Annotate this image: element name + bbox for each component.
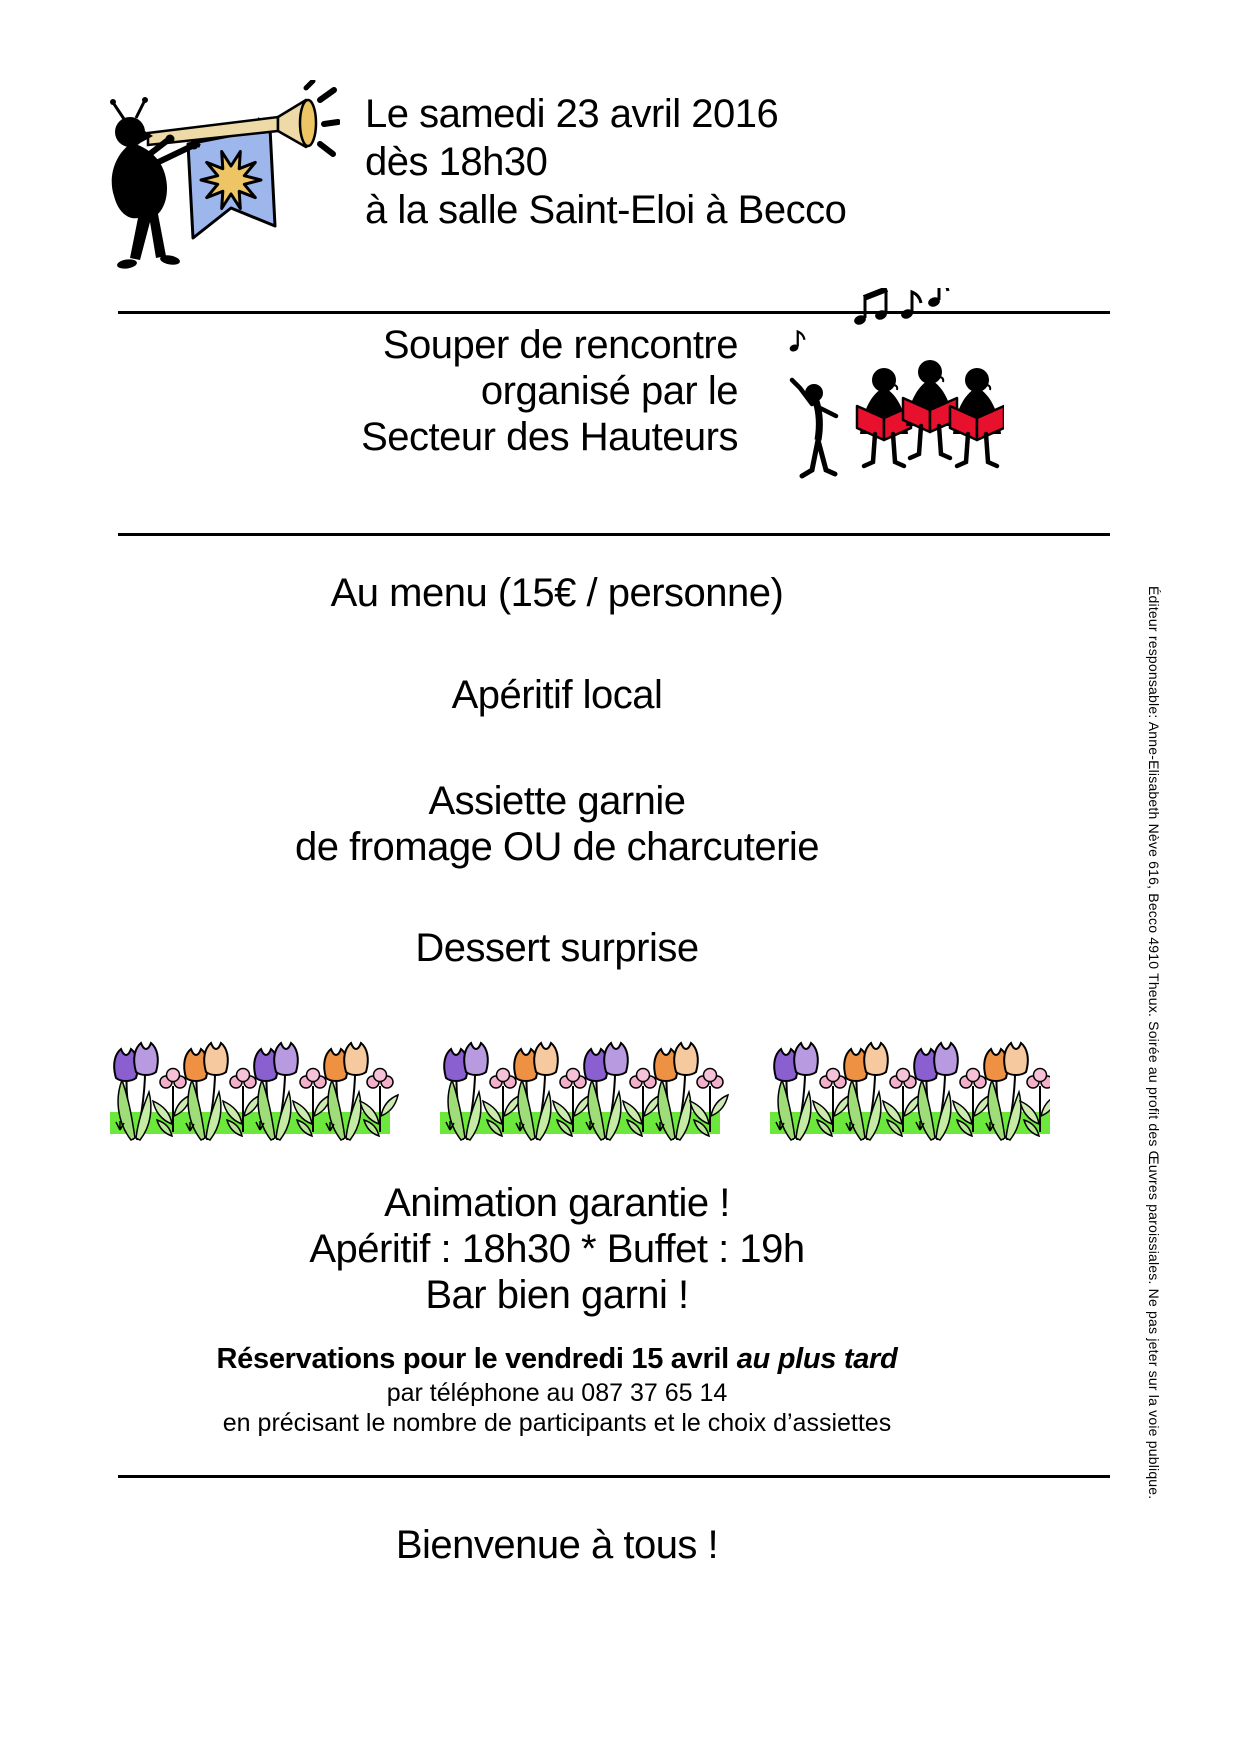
event-title-line2: organisé par le xyxy=(480,369,738,413)
menu-item-dessert: Dessert surprise xyxy=(415,926,699,970)
conductor-figure xyxy=(789,332,836,477)
menu-item-aperitif: Apéritif local xyxy=(451,673,663,717)
reservation-deadline-text: Réservations pour le vendredi 15 avril xyxy=(216,1343,737,1375)
event-location: à la salle Saint-Eloi à Becco xyxy=(365,188,847,232)
animation-schedule: Apéritif : 18h30 * Buffet : 19h xyxy=(309,1227,805,1271)
tulip-border-icon xyxy=(110,1034,1050,1142)
menu-item-assiette-line1: Assiette garnie xyxy=(428,779,686,823)
reservation-deadline xyxy=(118,1343,996,1376)
welcome-message: Bienvenue à tous ! xyxy=(395,1523,719,1567)
singing-choir-icon xyxy=(772,288,1004,493)
animation-bar: Bar bien garni ! xyxy=(425,1273,689,1317)
divider-bottom xyxy=(118,1475,1110,1478)
reservation-phone: par téléphone au 087 37 65 14 xyxy=(386,1379,728,1407)
event-title-line3: Secteur des Hauteurs xyxy=(361,415,738,459)
reservation-deadline-emphasis: au plus tard xyxy=(736,1343,898,1375)
event-time: dès 18h30 xyxy=(365,140,548,184)
event-date: Le samedi 23 avril 2016 xyxy=(365,92,779,136)
event-title-line1: Souper de rencontre xyxy=(382,323,738,367)
menu-item-assiette-line2: de fromage OU de charcuterie xyxy=(294,825,820,869)
menu-title: Au menu (15€ / personne) xyxy=(330,571,784,615)
event-header xyxy=(365,90,846,234)
reservation-details: en précisant le nombre de participants et le choix d’assiettes xyxy=(222,1409,892,1437)
animation-line1: Animation garantie ! xyxy=(384,1181,730,1225)
publisher-note: Éditeur responsable: Anne-Elisabeth Nève 616, Becco 4910 Theux. Soirée au profit des Œuvres paroissiales. Ne pas jeter sur la voie publique. xyxy=(1146,586,1162,1500)
herald-trumpet-icon xyxy=(100,80,340,280)
divider-menu xyxy=(118,533,1110,536)
event-title xyxy=(118,322,738,460)
